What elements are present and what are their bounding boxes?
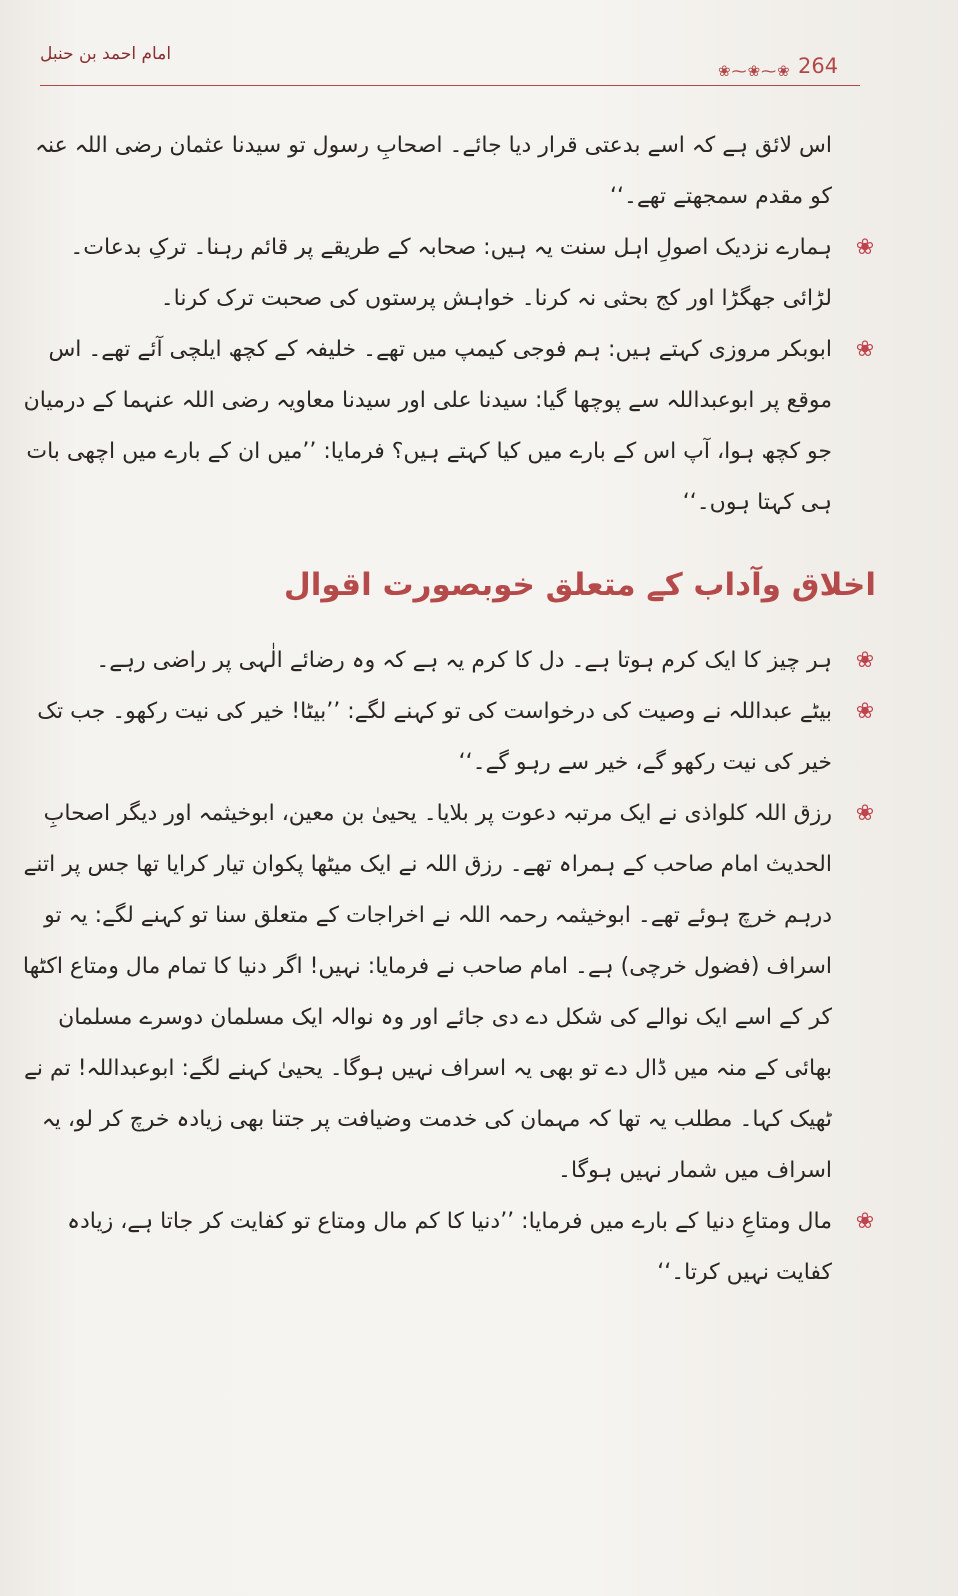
paragraph-continuation bbox=[18, 120, 878, 222]
paragraph-text: ابوبکر مروزی کہتے ہیں: ہم فوجی کیمپ میں تھے۔ خلیفہ کے کچھ ایلچی آئے تھے۔ اس موقع پر ابوعبداللہ سے پوچھا گیا: سیدنا علی اور سیدنا معاویہ رضی اللہ عنہما کے درمیان جو کچھ ہوا، آپ اس کے بارے میں کیا کہتے ہیں؟ فرمایا: ’’میں ان کے بارے میں اچھی بات ہی کہتا ہوں۔‘‘ bbox=[23, 337, 832, 515]
bullet-paragraph bbox=[18, 635, 878, 686]
running-title: امام احمد بن حنبل bbox=[40, 44, 172, 64]
paragraph-text: ہمارے نزدیک اصولِ اہل سنت یہ ہیں: صحابہ کے طریقے پر قائم رہنا۔ ترکِ بدعات۔ لڑائی جھگڑا اور کج بحثی نہ کرنا۔ خواہش پرستوں کی صحبت ترک کرنا۔ bbox=[70, 235, 832, 311]
bullet-paragraph bbox=[18, 222, 878, 324]
page-number: 264 bbox=[798, 54, 839, 78]
page-body bbox=[18, 120, 878, 1298]
bullet-paragraph bbox=[18, 324, 878, 528]
flower-bullet-icon: ❀ bbox=[855, 699, 875, 724]
paragraph-text: اس لائق ہے کہ اسے بدعتی قرار دیا جائے۔ اصحابِ رسول تو سیدنا عثمان رضی اللہ عنہ کو مقدم سمجھتے تھے۔‘‘ bbox=[35, 133, 832, 209]
section-heading: اخلاق وآداب کے متعلق خوبصورت اقوال bbox=[283, 567, 876, 603]
paragraph-text: مال ومتاعِ دنیا کے بارے میں فرمایا: ’’دنیا کا کم مال ومتاع تو کفایت کر جاتا ہے، زیادہ کفایت نہیں کرتا۔‘‘ bbox=[67, 1209, 832, 1285]
bullet-paragraph bbox=[18, 788, 878, 1196]
header-rule bbox=[40, 85, 860, 86]
flower-bullet-icon: ❀ bbox=[855, 337, 875, 362]
flower-bullet-icon: ❀ bbox=[855, 235, 875, 260]
header-ornament: ❀⁓❀⁓❀ bbox=[718, 62, 791, 80]
flower-bullet-icon: ❀ bbox=[855, 648, 875, 673]
paragraph-text: ہر چیز کا ایک کرم ہوتا ہے۔ دل کا کرم یہ ہے کہ وہ رضائے الٰہی پر راضی رہے۔ bbox=[96, 648, 832, 673]
page-header bbox=[0, 40, 870, 90]
paragraph-text: بیٹے عبداللہ نے وصیت کی درخواست کی تو کہنے لگے: ’’بیٹا! خیر کی نیت رکھو۔ جب تک خیر کی نیت رکھو گے، خیر سے رہو گے۔‘‘ bbox=[37, 699, 832, 775]
flower-bullet-icon: ❀ bbox=[855, 1209, 875, 1234]
bullet-paragraph bbox=[18, 686, 878, 788]
bullet-paragraph bbox=[18, 1196, 878, 1298]
flower-bullet-icon: ❀ bbox=[855, 801, 875, 826]
paragraph-text: رزق اللہ کلواذی نے ایک مرتبہ دعوت پر بلایا۔ یحییٰ بن معین، ابوخیثمہ اور دیگر اصحابِ الحدیث امام صاحب کے ہمراہ تھے۔ رزق اللہ نے ایک میٹھا پکوان تیار کرایا تھا جس پر اتنے درہم خرچ ہوئے تھے۔ ابوخیثمہ رحمہ اللہ نے اخراجات کے متعلق سنا تو کہنے لگے: یہ تو اسراف (فضول خرچی) ہے۔ امام صاحب نے فرمایا: نہیں! اگر دنیا کا تمام مال ومتاع اکٹھا کر کے اسے ایک نوالے کی شکل دے دی جائے اور وہ نوالہ ایک مسلمان دوسرے مسلمان بھائی کے منہ میں ڈال دے تو بھی یہ اسراف نہیں ہوگا۔ یحییٰ کہنے لگے: ابوعبداللہ! تم نے ٹھیک کہا۔ مطلب یہ تھا کہ مہمان کی خدمت وضیافت پر جتنا بھی زیادہ خرچ کر لو، یہ اسراف میں شمار نہیں ہوگا۔ bbox=[22, 801, 832, 1183]
